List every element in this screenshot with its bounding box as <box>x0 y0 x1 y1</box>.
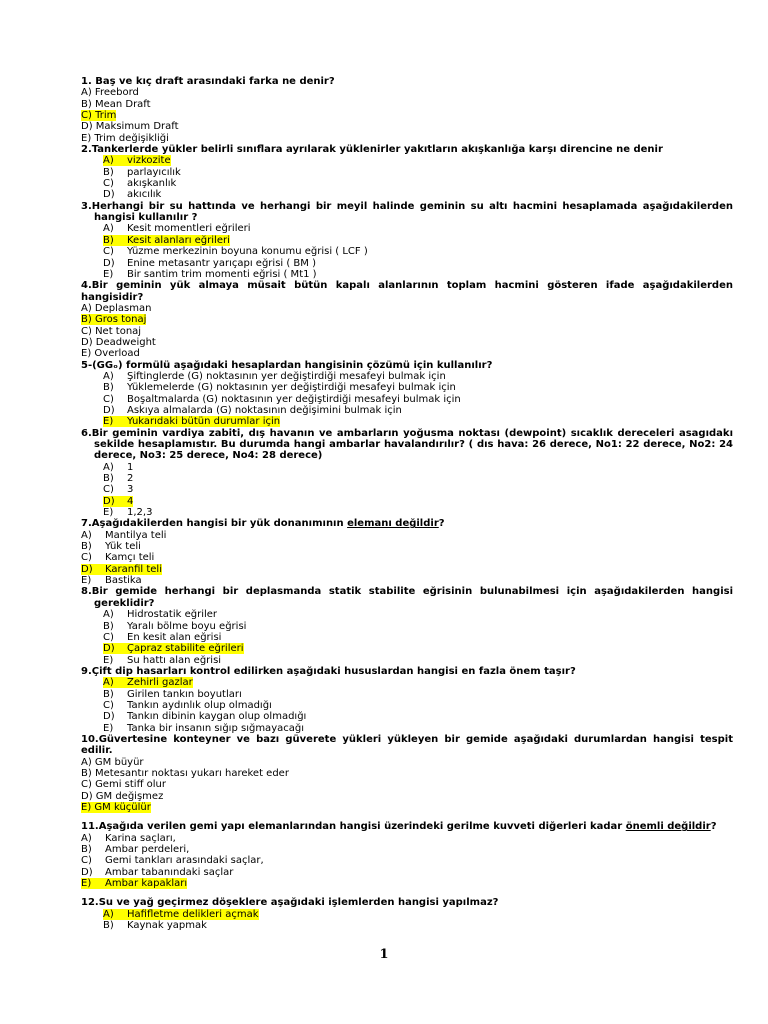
question-block <box>81 586 733 665</box>
answer-wrap <box>81 303 151 314</box>
question-text: 2.Tankerlerde yükler belirli sınıflara ayrılarak yüklenirler yakıtların akışkanlığa karşı direncine ne denir <box>81 144 663 156</box>
answer-wrap <box>103 655 221 666</box>
option-text: E) Trim değişikliği <box>81 132 169 144</box>
answer-option <box>81 337 733 348</box>
option-text: vizkozite <box>127 155 171 167</box>
option-text: Kesit momentleri eğrileri <box>127 223 251 235</box>
option-text: Enine metasantr yarıçapı eğrisi ( BM ) <box>127 257 317 269</box>
question-text-part: ? <box>710 821 717 833</box>
answer-wrap <box>103 484 133 495</box>
option-text: A) GM büyür <box>81 756 144 768</box>
option-letter: E) <box>103 268 114 280</box>
question-text: 1. Baş ve kıç draft arasındaki farka ne denir? <box>81 76 335 87</box>
answer-option <box>81 802 733 813</box>
answer-option <box>81 723 733 734</box>
option-text: Yaralı bölme boyu eğrisi <box>127 620 247 632</box>
question-text: 8.Bir gemide herhangi bir deplasmanda statik stabilite eğrisinin bulunabilmesi için aşağıdakilerden hangisi gereklidir? <box>81 586 733 609</box>
answer-option <box>81 632 733 643</box>
answer-option <box>81 484 733 495</box>
question-block <box>81 428 733 519</box>
answer-wrap <box>103 462 133 473</box>
option-text: Gemi tankları arasındaki saçlar, <box>105 855 264 867</box>
option-letter: A) <box>103 908 114 920</box>
answer-wrap <box>81 791 163 802</box>
option-letter: B) <box>103 620 114 632</box>
option-text: Tankın aydınlık olup olmadığı <box>127 699 272 711</box>
option-text: Bastika <box>105 575 142 587</box>
option-text: Çapraz stabilite eğrileri <box>127 643 244 655</box>
option-text: C) Net tonaj <box>81 325 142 337</box>
option-letter: A) <box>103 609 114 621</box>
option-text: 1 <box>127 461 134 473</box>
highlighted-answer <box>103 496 133 507</box>
highlighted-answer <box>103 155 171 166</box>
option-letter: D) <box>103 643 115 655</box>
option-letter: E) <box>81 878 92 890</box>
option-letter: E) <box>103 722 114 734</box>
option-text: Mantilya teli <box>105 529 167 541</box>
option-text: Yukarıdaki bütün durumlar için <box>127 416 281 428</box>
option-letter: C) <box>103 393 114 405</box>
option-letter: D) <box>81 563 93 575</box>
answer-wrap <box>81 99 151 110</box>
answer-wrap <box>103 189 161 200</box>
option-letter: E) <box>103 654 114 666</box>
answer-wrap <box>103 269 317 280</box>
option-text: A) Deplasman <box>81 302 152 314</box>
option-letter: A) <box>103 223 114 235</box>
option-text: B) Gros tonaj <box>81 314 147 326</box>
answer-option <box>81 700 733 711</box>
answer-wrap <box>103 621 246 632</box>
question-text: 6.Bir geminin vardiya zabiti, dış havanın ve ambarların yoğusma noktası (dewpoint) sıcaklık dereceleri asagıdakı sekilde hesaplamıstır. Bu durumda hangi ambarlar havalandırılır? ( dıs hava: 26 derece, No1: 22 derece, No2: 24 derece, No3: 25 derece, No4: 28 derece) <box>81 427 733 462</box>
question-underlined-text: önemli değildir <box>625 821 711 833</box>
option-text: Yük teli <box>105 541 141 553</box>
answer-option <box>81 564 733 575</box>
question-text: 10.Güvertesine konteyner ve bazı güverete yükleri yükleyen bir gemide aşağıdaki durumlardan hangisi tespit edilir. <box>81 733 733 757</box>
option-letter: B) <box>81 541 92 553</box>
option-letter: D) <box>103 257 115 269</box>
option-text: Kesit alanları eğrileri <box>127 234 230 246</box>
answer-option <box>81 867 733 878</box>
answer-option <box>81 909 733 920</box>
answer-option <box>81 530 733 541</box>
question-block <box>81 280 733 359</box>
option-letter: D) <box>103 495 115 507</box>
option-text: Tanka bir insanın sığıp sığmayacağı <box>127 722 304 734</box>
option-text: Karina saçları, <box>105 832 176 844</box>
option-text: A) Freebord <box>81 87 139 99</box>
option-text: Ambar tabanındaki saçlar <box>105 866 234 878</box>
option-text: parlayıcılık <box>127 166 181 178</box>
option-letter: B) <box>81 844 92 856</box>
answer-option <box>81 643 733 654</box>
answer-option <box>81 303 733 314</box>
page-number: 1 <box>379 947 389 962</box>
answer-wrap <box>81 133 169 144</box>
option-letter: C) <box>81 552 92 564</box>
answer-option <box>81 552 733 563</box>
option-text: 4 <box>127 495 134 507</box>
option-letter: B) <box>103 688 114 700</box>
answer-option <box>81 133 733 144</box>
option-text: akışkanlık <box>127 178 177 190</box>
option-letter: C) <box>103 246 114 258</box>
option-letter: D) <box>103 711 115 723</box>
answer-option <box>81 496 733 507</box>
answer-wrap <box>81 844 189 855</box>
answer-option <box>81 462 733 473</box>
option-text: B) Mean Draft <box>81 98 151 110</box>
answer-option <box>81 235 733 246</box>
option-text: E) Overload <box>81 348 140 360</box>
option-letter: B) <box>103 382 114 394</box>
answer-wrap <box>103 632 221 643</box>
option-text: Yüzme merkezinin boyuna konumu eğrisi ( LCF ) <box>127 246 368 258</box>
answer-option <box>81 405 733 416</box>
answer-option <box>81 621 733 632</box>
highlighted-answer <box>103 416 280 427</box>
option-text: D) GM değişmez <box>81 790 164 802</box>
option-letter: D) <box>81 866 93 878</box>
answer-option <box>81 609 733 620</box>
answer-option <box>81 382 733 393</box>
question-block <box>81 821 733 889</box>
option-letter: E) <box>103 416 114 428</box>
answer-option <box>81 677 733 688</box>
answer-option <box>81 855 733 866</box>
option-letter: E) <box>103 507 114 519</box>
answer-option <box>81 473 733 484</box>
option-letter: C) <box>103 631 114 643</box>
answer-option <box>81 779 733 790</box>
answer-option <box>81 110 733 121</box>
option-letter: D) <box>103 404 115 416</box>
answer-option <box>81 575 733 586</box>
option-letter: B) <box>103 920 114 932</box>
answer-wrap <box>81 575 142 586</box>
answer-wrap <box>81 87 139 98</box>
option-text: Ambar perdeleri, <box>105 844 190 856</box>
answer-wrap <box>81 768 289 779</box>
option-text: En kesit alan eğrisi <box>127 631 222 643</box>
highlighted-answer <box>81 110 116 121</box>
question-text-part: ? <box>438 518 445 530</box>
question-block <box>81 76 733 144</box>
answer-wrap <box>81 779 166 790</box>
answer-option <box>81 99 733 110</box>
highlighted-answer <box>103 909 259 920</box>
option-text: akıcılık <box>127 189 162 201</box>
option-text: Kaynak yapmak <box>127 920 207 932</box>
option-text: 3 <box>127 484 134 496</box>
highlighted-answer <box>103 235 230 246</box>
answer-wrap <box>103 178 176 189</box>
answer-option <box>81 791 733 802</box>
option-text: 2 <box>127 473 134 485</box>
answer-wrap <box>81 121 179 132</box>
option-letter: C) <box>103 178 114 190</box>
question-block <box>81 518 733 586</box>
option-letter: A) <box>103 677 114 689</box>
highlighted-answer <box>81 802 151 813</box>
question-text: 5-(GGₒ) formülü aşağıdaki hesaplardan hangisinin çözümü için kullanılır? <box>81 359 493 371</box>
option-letter: D) <box>103 189 115 201</box>
question-text: 4.Bir geminin yük almaya müsait bütün kapalı alanlarının toplam hacmini gösteren ifade aşağıdakilerden hangisidir? <box>81 280 733 303</box>
answer-wrap <box>103 723 304 734</box>
answer-option <box>81 178 733 189</box>
option-letter: E) <box>81 575 92 587</box>
option-letter: A) <box>103 461 114 473</box>
option-text: Yüklemelerde (G) noktasının yer değiştirdiği mesafeyi bulmak için <box>127 382 456 394</box>
option-letter: B) <box>103 166 114 178</box>
highlighted-answer <box>103 677 193 688</box>
question-text: 3.Herhangi bir su hattında ve herhangi bir meyil halinde geminin su altı hacmini hesaplamada aşağıdakilerden hangisi kullanılır ? <box>81 200 733 224</box>
answer-wrap <box>103 711 306 722</box>
answer-option <box>81 394 733 405</box>
answer-wrap <box>103 507 152 518</box>
answer-wrap <box>81 833 176 844</box>
option-text: Hafifletme delikleri açmak <box>127 908 259 920</box>
answer-option <box>81 258 733 269</box>
option-letter: A) <box>81 529 92 541</box>
option-text: Boşaltmalarda (G) noktasının yer değiştirdiği mesafeyi bulmak için <box>127 393 461 405</box>
answer-option <box>81 155 733 166</box>
answer-option <box>81 326 733 337</box>
question-text-part: 7.Aşağıdakilerden hangisi bir yük donanımının <box>81 518 348 530</box>
option-text: C) Trim <box>81 110 117 122</box>
answer-wrap <box>103 382 456 393</box>
answer-wrap <box>103 609 217 620</box>
answer-option <box>81 167 733 178</box>
answer-option <box>81 757 733 768</box>
highlighted-answer <box>81 564 162 575</box>
answer-option <box>81 416 733 427</box>
answer-wrap <box>81 326 141 337</box>
answer-wrap <box>103 700 272 711</box>
answer-wrap <box>81 541 141 552</box>
option-text: Bir santim trim momenti eğrisi ( Mt1 ) <box>127 268 317 280</box>
answer-option <box>81 269 733 280</box>
question-list <box>81 76 733 931</box>
answer-wrap <box>103 394 461 405</box>
question-block <box>81 201 733 280</box>
answer-wrap <box>103 246 368 257</box>
answer-wrap <box>81 855 264 866</box>
answer-option <box>81 833 733 844</box>
question-text: 12.Su ve yağ geçirmez döşeklere aşağıdaki işlemlerden hangisi yapılmaz? <box>81 897 499 909</box>
question-block <box>81 897 733 931</box>
option-text: Kamçı teli <box>105 552 155 564</box>
option-letter: B) <box>103 473 114 485</box>
answer-option <box>81 878 733 889</box>
answer-option <box>81 507 733 518</box>
answer-option <box>81 121 733 132</box>
answer-wrap <box>103 689 242 700</box>
answer-option <box>81 844 733 855</box>
answer-option <box>81 87 733 98</box>
option-text: C) Gemi stiff olur <box>81 779 166 791</box>
answer-option <box>81 689 733 700</box>
option-text: Girilen tankın boyutları <box>127 688 242 700</box>
answer-wrap <box>103 371 446 382</box>
option-text: Zehirli gazlar <box>127 677 193 689</box>
highlighted-answer <box>103 643 244 654</box>
answer-wrap <box>81 530 166 541</box>
question-underlined-text: elemanı değildir <box>347 518 439 530</box>
answer-option <box>81 223 733 234</box>
answer-option <box>81 246 733 257</box>
answer-option <box>81 768 733 779</box>
highlighted-answer <box>81 878 187 889</box>
answer-option <box>81 920 733 931</box>
answer-option <box>81 655 733 666</box>
question-text <box>81 821 733 832</box>
answer-wrap <box>103 920 207 931</box>
answer-option <box>81 314 733 325</box>
answer-option <box>81 541 733 552</box>
question-block <box>81 360 733 428</box>
option-letter: C) <box>103 484 114 496</box>
answer-wrap <box>81 552 154 563</box>
option-letter: C) <box>81 855 92 867</box>
option-text: Ambar kapakları <box>105 878 188 890</box>
answer-option <box>81 189 733 200</box>
option-text: 1,2,3 <box>127 507 153 519</box>
option-text: Şiftinglerde (G) noktasının yer değiştirdiği mesafeyi bulmak için <box>127 370 446 382</box>
answer-wrap <box>81 337 156 348</box>
question-text: 9.Çift dip hasarları kontrol edilirken aşağıdaki hususlardan hangisi en fazla önem taşır? <box>81 665 576 677</box>
question-text <box>81 518 733 529</box>
option-text: Hidrostatik eğriler <box>127 609 218 621</box>
option-letter: A) <box>103 155 114 167</box>
question-text-part: 11.Aşağıda verilen gemi yapı elemanlarından hangisi üzerindeki gerilme kuvveti diğerleri kadar <box>81 821 626 833</box>
option-letter: B) <box>103 234 114 246</box>
answer-wrap <box>81 348 140 359</box>
highlighted-answer <box>81 314 146 325</box>
option-text: D) Maksimum Draft <box>81 121 179 133</box>
option-letter: A) <box>103 370 114 382</box>
answer-option <box>81 371 733 382</box>
option-letter: C) <box>103 699 114 711</box>
answer-wrap <box>81 757 144 768</box>
answer-wrap <box>103 473 133 484</box>
option-text: B) Metesantır noktası yukarı hareket eder <box>81 767 289 779</box>
question-block <box>81 144 733 201</box>
answer-wrap <box>103 405 402 416</box>
question-block <box>81 734 733 813</box>
option-text: Askıya almalarda (G) noktasının değişimini bulmak için <box>127 404 402 416</box>
option-text: Su hattı alan eğrisi <box>127 654 222 666</box>
answer-wrap <box>103 167 181 178</box>
answer-wrap <box>103 258 316 269</box>
option-text: E) GM küçülür <box>81 802 151 813</box>
answer-wrap <box>81 867 233 878</box>
question-block <box>81 666 733 734</box>
option-text: Karanfil teli <box>105 563 162 575</box>
answer-wrap <box>103 223 251 234</box>
answer-option <box>81 348 733 359</box>
option-text: D) Deadweight <box>81 336 156 348</box>
answer-option <box>81 711 733 722</box>
option-letter: A) <box>81 832 92 844</box>
option-text: Tankın dibinin kaygan olup olmadığı <box>127 711 307 723</box>
